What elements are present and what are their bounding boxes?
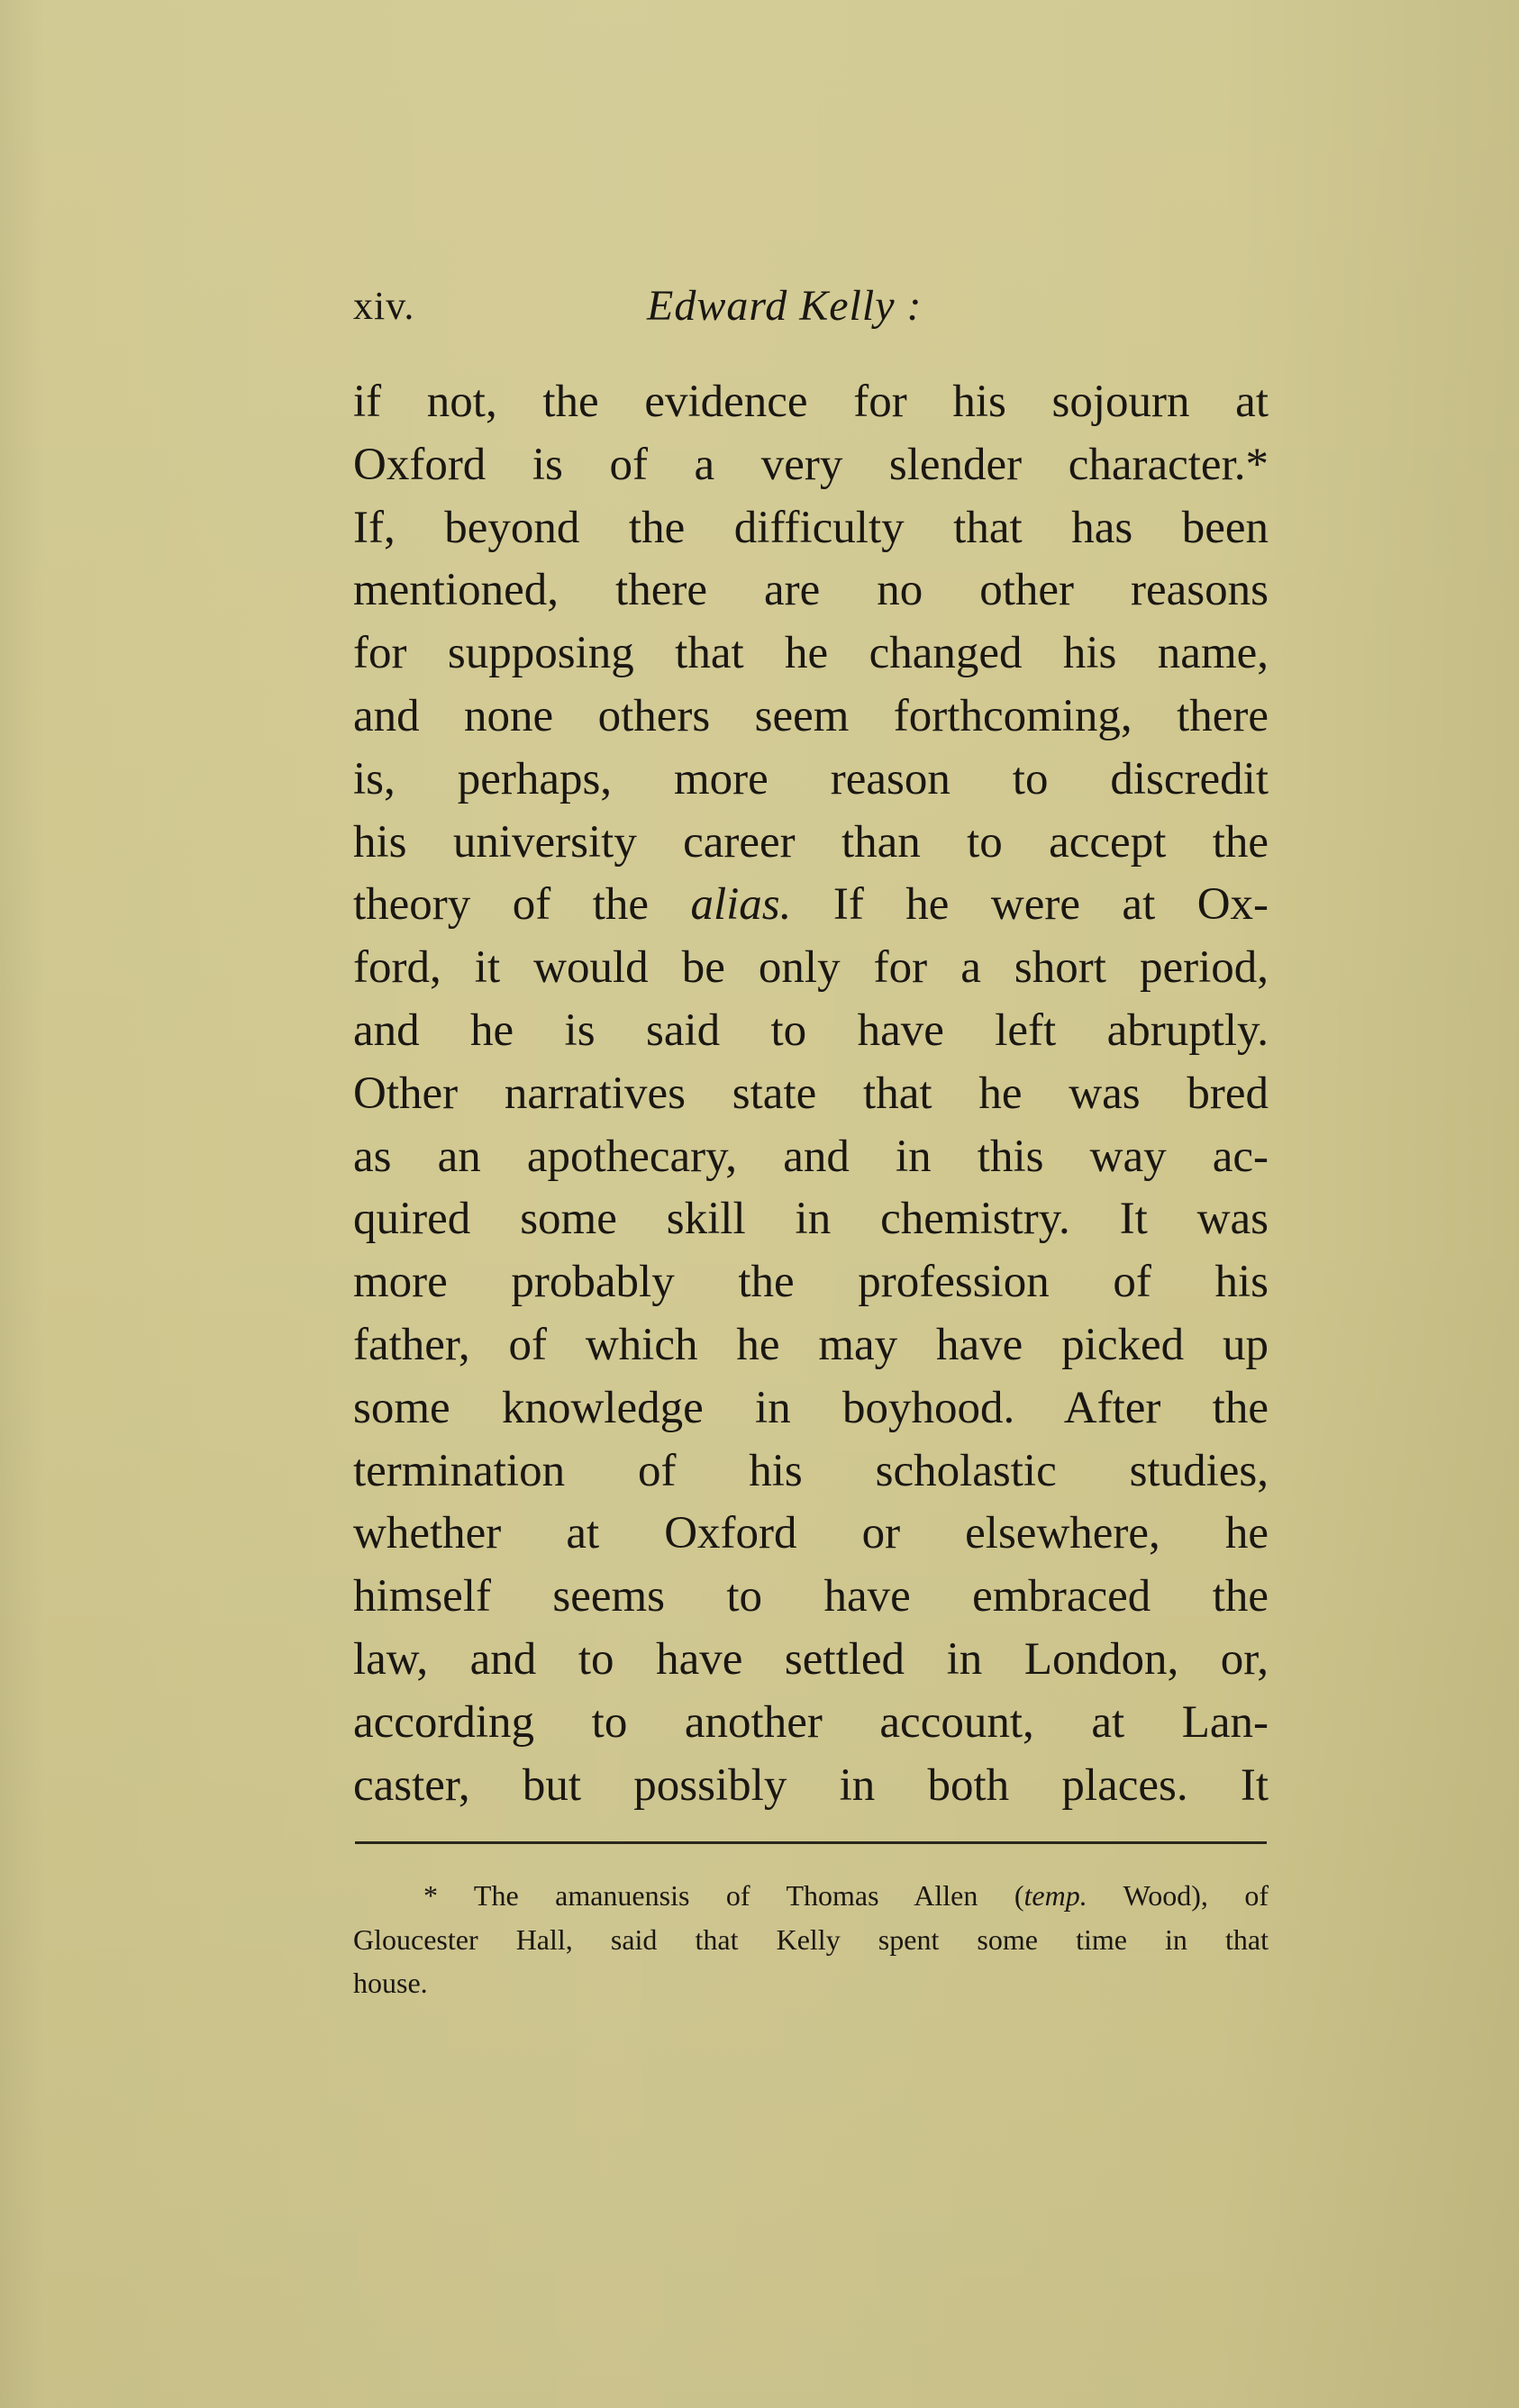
body-line: If, beyond the difficulty that has been <box>353 502 1269 553</box>
body-line: according to another account, at Lan- <box>353 1696 1269 1748</box>
footnote-line: house. <box>353 1967 428 1999</box>
body-line <box>353 874 1269 937</box>
body-line: law, and to have settled in London, or, <box>353 1633 1269 1685</box>
body-line: caster, but possibly in both places. It <box>353 1759 1269 1811</box>
body-line: as an apothecary, and in this way ac- <box>353 1131 1269 1182</box>
body-line: whether at Oxford or elsewhere, he <box>353 1508 1269 1559</box>
body-line: termination of his scholastic studies, <box>353 1445 1269 1496</box>
body-line: his university career than to accept the <box>353 816 1269 868</box>
body-line: Other narratives state that he was bred <box>353 1068 1269 1119</box>
body-line: some knowledge in boyhood. After the <box>353 1382 1269 1433</box>
running-title: Edward Kelly : <box>647 282 923 330</box>
body-text <box>353 371 1269 1817</box>
body-line: for supposing that he changed his name, <box>353 628 1269 679</box>
body-line: more probably the profession of his <box>353 1257 1269 1308</box>
body-line: himself seems to have embraced the <box>353 1571 1269 1622</box>
body-line: and he is said to have left abruptly. <box>353 1004 1269 1056</box>
footnote-rule <box>355 1841 1267 1844</box>
footnote-line: Gloucester Hall, said that Kelly spent some time in that <box>353 1922 1269 1956</box>
body-text-span: If he were at Ox- <box>791 879 1269 931</box>
body-text-span: theory of the <box>353 879 691 931</box>
page-number: xiv. <box>353 284 415 328</box>
running-head <box>353 275 1269 338</box>
footnote-text: * The amanuensis of Thomas Allen ( <box>423 1879 1024 1912</box>
italic-term: alias. <box>690 879 792 931</box>
body-line: quired some skill in chemistry. It was <box>353 1194 1269 1245</box>
footnote <box>353 1874 1269 2005</box>
footnote-text: Wood), of <box>1087 1879 1269 1912</box>
body-line: and none others seem forthcoming, there <box>353 690 1269 741</box>
footnote-italic-term: temp. <box>1023 1879 1087 1912</box>
body-line: is, perhaps, more reason to discredit <box>353 753 1269 804</box>
body-line: father, of which he may have picked up <box>353 1319 1269 1370</box>
body-line: ford, it would be only for a short period, <box>353 942 1269 994</box>
body-line: Oxford is of a very slender character.* <box>353 439 1269 490</box>
body-line: if not, the evidence for his sojourn at <box>353 377 1269 427</box>
body-line: mentioned, there are no other reasons <box>353 565 1269 616</box>
footnote-line <box>353 1874 1269 1918</box>
